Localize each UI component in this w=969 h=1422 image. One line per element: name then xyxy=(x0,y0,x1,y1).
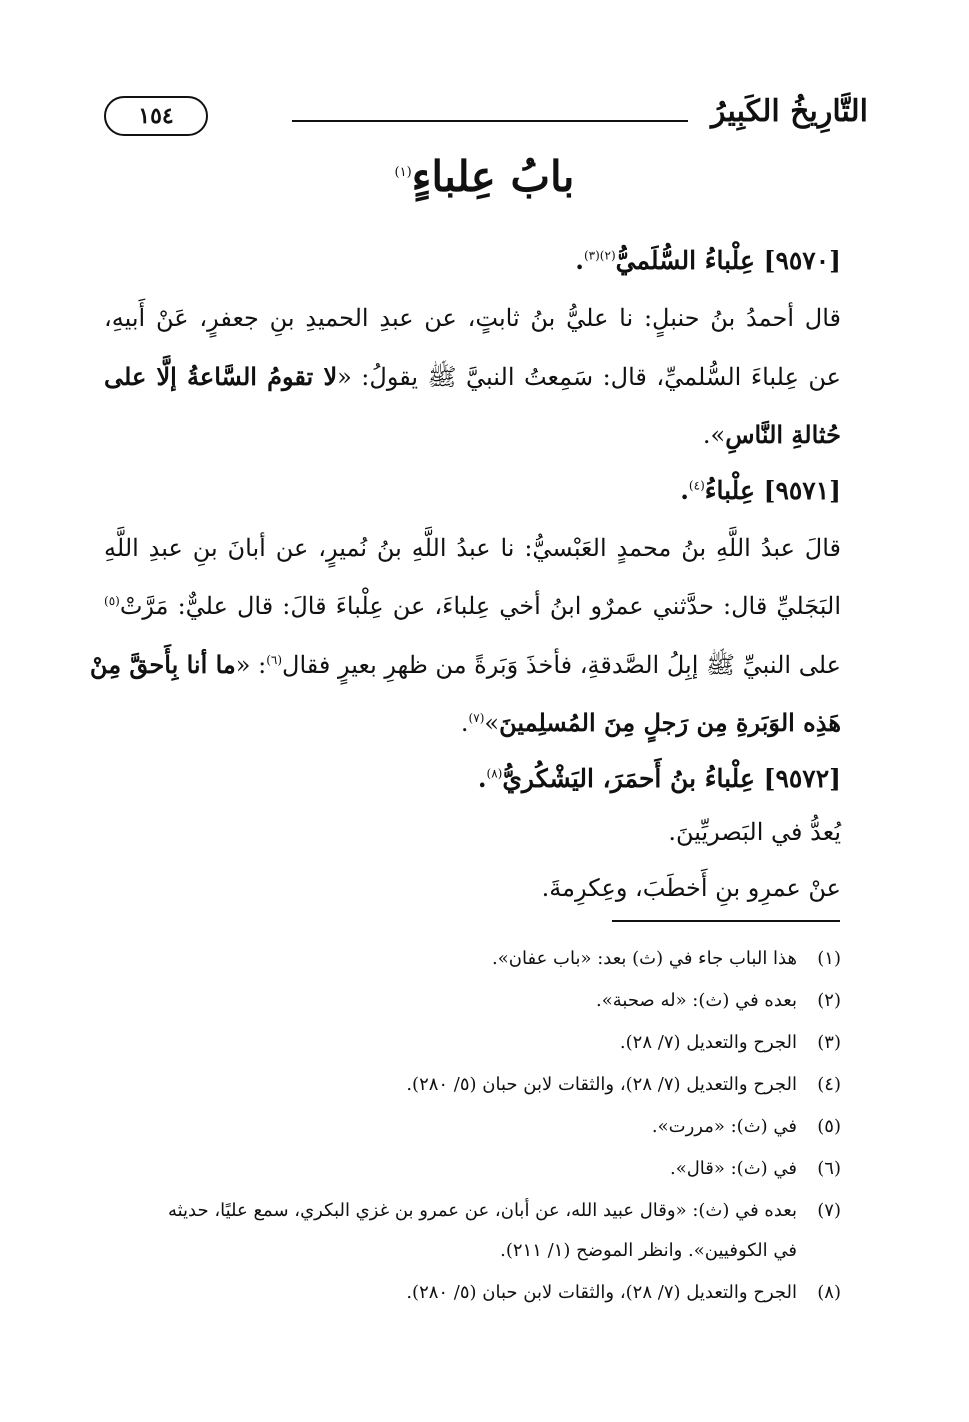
hadith-text: حُثالةِ النَّاسِ xyxy=(725,420,841,449)
footnote-number: (٧) xyxy=(817,1200,841,1221)
text-line: يُعدُّ في البَصريِّينَ. xyxy=(668,818,841,846)
footnote-item xyxy=(492,948,841,969)
footnote-number: (٦) xyxy=(817,1158,841,1179)
footnote-number: (٣) xyxy=(817,1032,841,1053)
footnote-number: (٨) xyxy=(817,1282,841,1303)
entry-name: عِلْباءُ بنُ أَحمَرَ، اليَشْكُريُّ xyxy=(502,764,755,793)
footnote-ref: (٨) xyxy=(486,766,503,781)
entry-name: عِلْباءُ السُّلَميُّ xyxy=(615,246,755,275)
footnote-item xyxy=(406,1282,841,1303)
footnote-ref: (٧) xyxy=(468,711,485,725)
footnote-text: الجرح والتعديل (٧/ ٢٨)، والثقات لابن حبان (٥/ ٢٨٠). xyxy=(406,1074,797,1095)
hadith-text: لا تقومُ السَّاعةُ إلَّا على xyxy=(104,362,338,391)
footnote-item xyxy=(620,1032,841,1053)
chapter-title xyxy=(0,152,969,201)
footnote-divider xyxy=(612,920,840,922)
text-line: عن عِلباءَ السُّلميِّ، قال: سَمِعتُ النبيَّ ﷺ يقولُ: «لا تقومُ السَّاعةُ إلَّا على xyxy=(104,362,842,391)
footnote-number: (٤) xyxy=(817,1074,841,1095)
entry-heading-9570: [٩٥٧٠] عِلْباءُ السُّلَميُّ$^{(٢)(٣)}$. xyxy=(575,246,841,275)
footnote-ref: (٢)(٣) xyxy=(583,248,616,263)
entry-number: [٩٥٧٢] xyxy=(763,764,841,793)
entry-heading-9571: [٩٥٧١] عِلْباءُ$^{(٤)}$. xyxy=(680,476,841,505)
text-line: هَذِه الوَبَرةِ مِن رَجلٍ مِنَ المُسلِمينَ»$^{(٧)}$. xyxy=(460,708,841,737)
entry-number: [٩٥٧٠] xyxy=(763,246,841,275)
page-header xyxy=(104,84,868,144)
footnote-item xyxy=(670,1158,841,1179)
text-line: البَجَليِّ قال: حدَّثني عمرٌو ابنُ أخي عِلباءَ، عن عِلْباءَ قالَ: قال عليٌّ: مَرَّتْ$^{(٥)}$ xyxy=(104,592,841,620)
footnote-ref: (٥) xyxy=(104,594,120,608)
footnote-number: (٢) xyxy=(817,990,841,1011)
footnote-text: في (ث): «مررت». xyxy=(651,1116,797,1137)
footnote-text: بعده في (ث): «وقال عبيد الله، عن أبان، عن عمرو بن غزي البكري، سمع عليًا، حديثه xyxy=(167,1200,797,1221)
page-number-badge: ١٥٤ xyxy=(104,96,208,136)
footnote-item xyxy=(168,1200,841,1221)
footnote-item xyxy=(406,1074,841,1095)
text-line: قال أحمدُ بنُ حنبلٍ: نا عليُّ بنُ ثابتٍ، عن عبدِ الحميدِ بنِ جعفرٍ، عَنْ أَبيهِ، xyxy=(104,304,841,332)
text-line: عنْ عمرِو بنِ أَخطَبَ، وعِكرِمةَ. xyxy=(541,874,841,902)
footnote-ref: (٤) xyxy=(688,478,705,493)
footnote-continuation: في الكوفيين». وانظر الموضح (١/ ٢١١). xyxy=(500,1240,797,1261)
footnote-number: (٥) xyxy=(817,1116,841,1137)
text-line: حُثالةِ النَّاسِ». xyxy=(702,420,841,449)
footnote-text: هذا الباب جاء في (ث) بعد: «باب عفان». xyxy=(492,948,797,969)
footnote-text: بعده في (ث): «له صحبة». xyxy=(596,990,797,1011)
header-divider xyxy=(292,120,688,122)
footnote-item xyxy=(596,990,841,1011)
footnote-ref: (٦) xyxy=(266,653,283,667)
footnote-item xyxy=(652,1116,841,1137)
chapter-title-text: بابُ عِلباءٍ xyxy=(411,152,575,201)
text-line: قالَ عبدُ اللَّهِ بنُ محمدٍ العَبْسيُّ: نا عبدُ اللَّهِ بنُ نُميرٍ، عن أبانَ بنِ عبدِ اللَّهِ xyxy=(104,534,841,562)
running-title: التَّارِيخُ الكَبِيرُ xyxy=(710,94,868,129)
footnote-text: في (ث): «قال». xyxy=(669,1158,797,1179)
entry-name: عِلْباءُ xyxy=(704,476,755,505)
text-line: على النبيِّ ﷺ إبِلُ الصَّدقةِ، فأخذَ وَبَرةً من ظهرِ بعيرٍ فقال$^{(٦)}$: «ما أنا بِأَحقَّ مِنْ xyxy=(89,650,841,679)
entry-heading-9572: [٩٥٧٢] عِلْباءُ بنُ أَحمَرَ، اليَشْكُريُّ$^{(٨)}$. xyxy=(477,764,841,793)
footnote-text: الجرح والتعديل (٧/ ٢٨). xyxy=(619,1032,797,1053)
hadith-text: ما أنا بِأَحقَّ مِنْ xyxy=(89,650,236,679)
footnote-text: الجرح والتعديل (٧/ ٢٨)، والثقات لابن حبان (٥/ ٢٨٠). xyxy=(406,1282,797,1303)
footnote-number: (١) xyxy=(817,948,841,969)
footnote-ref: (١) xyxy=(394,165,412,180)
entry-number: [٩٥٧١] xyxy=(763,476,841,505)
hadith-text: هَذِه الوَبَرةِ مِن رَجلٍ مِنَ المُسلِمينَ xyxy=(499,708,841,737)
